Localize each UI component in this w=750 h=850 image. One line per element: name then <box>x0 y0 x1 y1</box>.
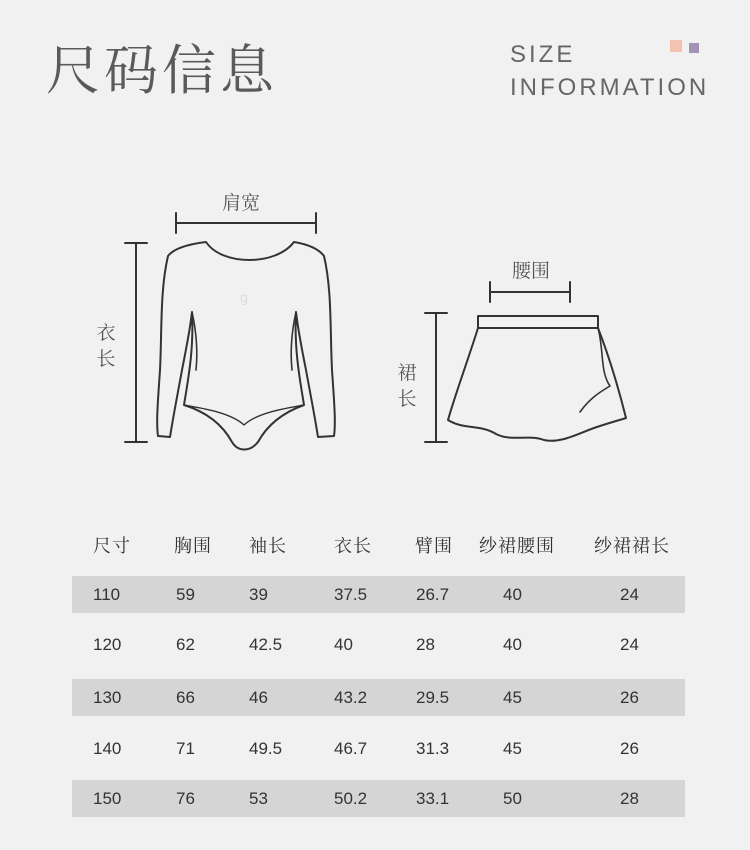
header-arm-circumference: 臂围 <box>415 536 453 557</box>
cell-size: 140 <box>93 739 122 758</box>
label-skirt-length <box>396 360 418 412</box>
cell-sleeve-length: 53 <box>249 789 268 808</box>
cell-size: 130 <box>93 688 122 707</box>
cell-skirt-waist: 45 <box>503 688 522 707</box>
cell-body-length: 50.2 <box>334 789 368 808</box>
table-row <box>72 626 685 663</box>
table-row <box>72 679 685 716</box>
cell-body-length: 43.2 <box>334 688 368 707</box>
cell-arm-circumference: 29.5 <box>416 688 450 707</box>
header-size: 尺寸 <box>93 536 131 557</box>
title-en-line2: INFORMATION <box>510 74 710 101</box>
leotard-outline <box>157 242 335 450</box>
header-skirt-waist: 纱裙腰围 <box>479 536 555 557</box>
cell-arm-circumference: 31.3 <box>416 739 450 758</box>
cell-skirt-waist: 45 <box>503 739 522 758</box>
cell-arm-circumference: 33.1 <box>416 789 450 808</box>
cell-sleeve-length: 42.5 <box>249 635 283 654</box>
cell-body-length: 37.5 <box>334 585 368 604</box>
table-row <box>72 780 685 817</box>
cell-body-length: 40 <box>334 635 353 654</box>
label-body-length-char1: 衣 <box>96 322 116 344</box>
label-skirt-length-char1: 裙 <box>397 362 417 384</box>
cell-chest: 66 <box>176 688 195 707</box>
size-diagram <box>0 180 750 470</box>
title-en-line1: SIZE <box>510 41 576 68</box>
cell-body-length: 46.7 <box>334 739 368 758</box>
cell-skirt-waist: 50 <box>503 789 522 808</box>
page-title-cn: 尺码信息 <box>46 39 278 102</box>
cell-skirt-length: 24 <box>620 585 639 604</box>
cell-sleeve-length: 46 <box>249 688 268 707</box>
cell-chest: 62 <box>176 635 195 654</box>
cell-size: 120 <box>93 635 122 654</box>
cell-skirt-waist: 40 <box>503 585 522 604</box>
cell-sleeve-length: 39 <box>249 585 268 604</box>
accent-swatch-purple <box>689 43 699 53</box>
cell-skirt-length: 28 <box>620 789 639 808</box>
cell-chest: 71 <box>176 739 195 758</box>
cell-chest: 59 <box>176 585 195 604</box>
skirt-outline <box>478 316 598 328</box>
label-shoulder-width: 肩宽 <box>222 192 261 214</box>
size-table-header <box>0 532 750 562</box>
header-chest: 胸围 <box>174 536 212 557</box>
cell-skirt-length: 24 <box>620 635 639 654</box>
accent-swatch-pink <box>670 40 682 52</box>
cell-sleeve-length: 49.5 <box>249 739 283 758</box>
cell-size: 150 <box>93 789 122 808</box>
cell-chest: 76 <box>176 789 195 808</box>
label-body-length <box>95 320 117 372</box>
leotard-logo-mark: g <box>240 291 249 306</box>
table-row <box>72 730 685 767</box>
cell-skirt-length: 26 <box>620 739 639 758</box>
label-waist: 腰围 <box>512 260 551 282</box>
cell-size: 110 <box>93 585 121 604</box>
cell-skirt-waist: 40 <box>503 635 522 654</box>
cell-arm-circumference: 28 <box>416 635 435 654</box>
header-sleeve-length: 袖长 <box>249 536 287 557</box>
cell-arm-circumference: 26.7 <box>416 585 450 604</box>
header-body-length: 衣长 <box>334 536 372 557</box>
label-skirt-length-char2: 长 <box>397 388 417 410</box>
label-body-length-char2: 长 <box>96 348 116 370</box>
table-row <box>72 576 685 613</box>
header-skirt-length: 纱裙裙长 <box>594 536 670 557</box>
cell-skirt-length: 26 <box>620 688 639 707</box>
